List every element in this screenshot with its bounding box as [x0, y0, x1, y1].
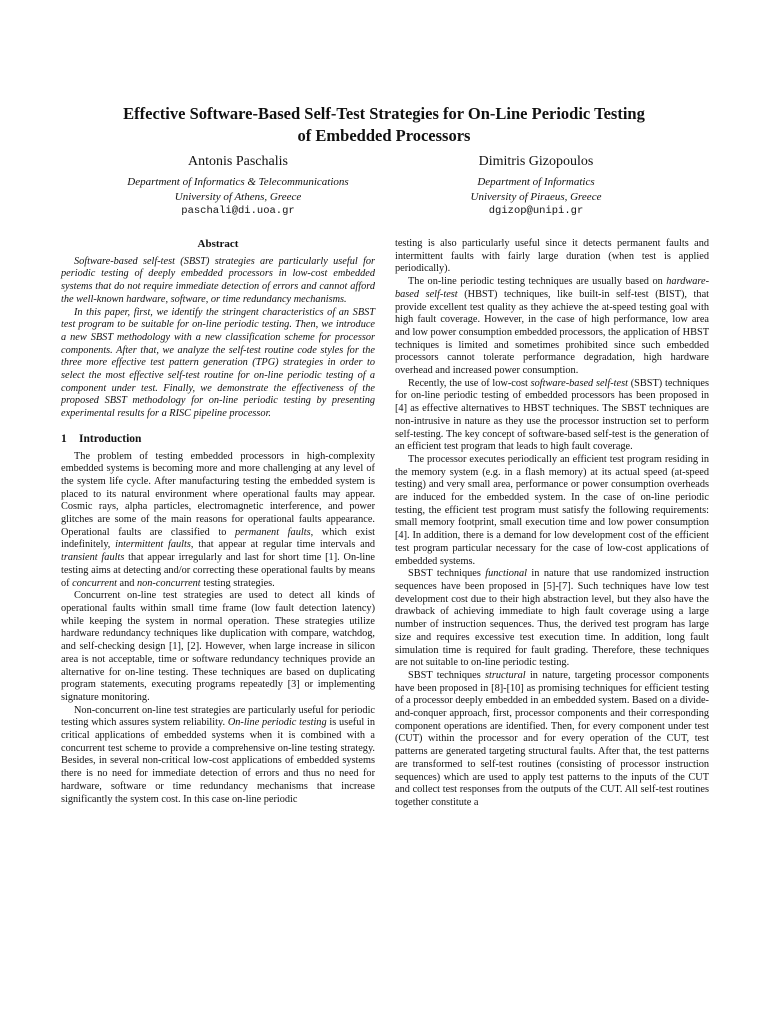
body-paragraph: SBST techniques structural in nature, targeting processor components have been proposed in [8]-[10] as promising techniques for efficient testing of a processor deeply embedded in an embedded system. Based on a divide-and-conquer approach, first, processor components and their corresponding component operations are identified. Then, for every component under test (CUT) within the processor and for every operation of the CUT, test patterns are generated targeting structural faults. After that, the test patterns are transformed to self-test routines (consisting of processor instruction sequences) which are used to apply test patterns to the inputs of the CUT and collect test responses from the outputs of the CUT. All self-test routines together constitute a	[395, 669, 710, 808]
right-column	[395, 238, 709, 810]
paper-title	[40, 103, 728, 147]
body-paragraph: Concurrent on-line test strategies are used to detect all kinds of operational faults within small time frame (low fault detection latency) while keeping the system in normal operation. These strategies utilize hardware redundancy techniques like duplication with compare, watchdog, and self-checking design [1], [2]. However, when large increase in silicon area is not acceptable, time or software redundancy techniques provide an alternative for on-line testing. These techniques are based on duplicating program statements, executing programs repeatedly [3] or implementing signature monitoring.	[61, 590, 375, 703]
abstract-heading: Abstract	[197, 238, 239, 250]
author-name: Dimitris Gizopoulos	[478, 154, 594, 169]
author-department: Department of Informatics	[477, 176, 595, 188]
section-title: Introduction	[79, 432, 142, 445]
body-paragraph: Recently, the use of low-cost software-based self-test (SBST) techniques for on-line periodic testing of embedded processors has been proposed in [4] as effective alternatives to HBST techniques. The SBST techniques are non-intrusive in nature as they use the processor instruction set to perform self-testing. The key concept of software-based self-test is the generation of an efficient test program that leads to high fault coverage.	[395, 377, 709, 453]
author-name: Antonis Paschalis	[188, 154, 288, 169]
body-paragraph: SBST techniques functional in nature that use randomized instruction sequences have been proposed in [5]-[7]. Such techniques have low test development cost due to their high abstraction level, but they also have the drawback of achieving immediate to high fault coverage using a large number of instruction sequences. Thus, the derived test program has large size and requires excessive test execution time. In addition, long fault simulation time is required for fault grading. Therefore, these techniques are not suitable to on-line periodic testing.	[395, 568, 709, 669]
left-column	[61, 238, 375, 806]
section-number: 1	[61, 432, 67, 445]
body-paragraph: testing is also particularly useful since it detects permanent faults and intermittent faults with fairly large duration (when test is applied periodically).	[395, 238, 709, 275]
author-email[interactable]: paschali@di.uoa.gr	[181, 205, 295, 217]
body-paragraph: The on-line periodic testing techniques are usually based on hardware-based self-test (HBST) techniques, like built-in self-test (BIST), that provide excellent test quality as they achieve the at-speed testing goal with high fault coverage. However, in the case of high performance, low area and low power consumption embedded processors, the application of HBST techniques is limited and sometimes prohibited since such embedded processors cannot tolerate performance degradation, high hardware overhead and increased power consumption.	[395, 276, 709, 377]
body-paragraph: Non-concurrent on-line test strategies are particularly useful for periodic testing which assures system reliability. On-line periodic testing is useful in critical applications of embedded systems when it is combined with a concurrent test scheme to provide a comprehensive on-line testing strategy. Besides, in several non-critical low-cost applications of embedded systems there is no need for immediate detection of errors and thus no need for hardware, software or time redundancy mechanisms that increase significantly the system cost. In this case on-line periodic	[61, 704, 375, 805]
author-university: University of Athens, Greece	[174, 190, 302, 203]
body-paragraph: The processor executes periodically an efficient test program residing in the memory system (e.g. in a flash memory) at its actual speed (at-speed testing) and very small area, performance or power consumption overheads are induced for the embedded system. In the case of on-line periodic testing, the efficient test program must satisfy the following requirements: small memory footprint, small execution time and low power consumption [4]. In addition, there is a demand for low development cost of the efficient test program particular necessary for the case of low-cost applications of embedded systems.	[395, 453, 709, 567]
title-line-1: Effective Software-Based Self-Test Strategies for On-Line Periodic Testing	[123, 104, 645, 123]
author-department: Department of Informatics & Telecommunications	[127, 176, 349, 188]
author-university: University of Piraeus, Greece	[470, 190, 602, 203]
abstract-paragraph: In this paper, first, we identify the stringent characteristics of an SBST test program to be suitable for on-line periodic testing. Then, we introduce a new SBST methodology with a new classification scheme for processor components. After that, we analyze the self-test routine code styles for the three more effective test pattern generation (TPG) strategies in order to select the most effective self-test routine for on-line periodic testing of a component under test. Finally, we demonstrate the effectiveness of the proposed SBST methodology for on-line periodic testing by presenting experimental results for a RISC pipeline processor.	[61, 306, 375, 420]
abstract-paragraph: Software-based self-test (SBST) strategies are particularly useful for periodic testing of deeply embedded processors in low-cost embedded systems that do not require immediate detection of errors and cannot afford the well-known hardware, software, or time redundancy mechanisms.	[61, 255, 375, 305]
author-block-2	[386, 153, 686, 219]
section-heading	[61, 433, 375, 446]
body-paragraph: The problem of testing embedded processors in high-complexity embedded systems is becoming more and more challenging at any level of the system life cycle. After manufacturing testing the embedded system is placed to its natural environment where operational faults may appear. Cosmic rays, alpha particles, electromagnetic interference, and power glitches are some of the main reasons for operational faults appearance. Operational faults are classified to permanent faults, which exist indefinitely, intermittent faults, that appear at regular time intervals and transient faults that appear irregularly and last for short time [1]. On-line testing aims at detecting and/or correcting these operational faults by means of concurrent and non-concurrent testing strategies.	[61, 450, 375, 589]
title-line-2: of Embedded Processors	[297, 126, 471, 145]
abstract-section	[61, 238, 375, 421]
author-block-1	[88, 153, 388, 219]
author-email[interactable]: dgizop@unipi.gr	[488, 205, 584, 217]
